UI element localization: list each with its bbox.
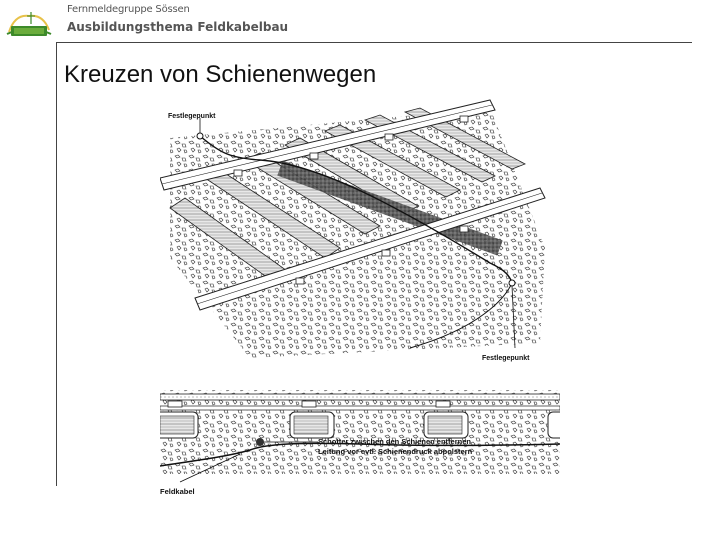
organization-name: Fernmeldegruppe Sössen xyxy=(67,4,190,15)
slide-title: Kreuzen von Schienenwegen xyxy=(64,61,377,88)
instruction-line-2: Leitung vor evtl. Schienendruck abpolstern xyxy=(318,447,473,456)
instruction-line-1: Schotter zwischen den Schienen entfernen xyxy=(318,437,471,446)
field-cable-label: Feldkabel xyxy=(160,487,195,496)
header-divider xyxy=(56,42,692,43)
side-divider xyxy=(56,42,57,486)
fixing-point-label-bottom: Festlegepunkt xyxy=(482,355,530,362)
railway-track-illustration xyxy=(160,98,560,510)
training-topic: Ausbildungsthema Feldkabelbau xyxy=(67,20,289,34)
fixing-point-label-top: Festlegepunkt xyxy=(168,113,216,120)
track-cross-section-illustration xyxy=(160,390,560,496)
logo-icon xyxy=(5,10,53,40)
